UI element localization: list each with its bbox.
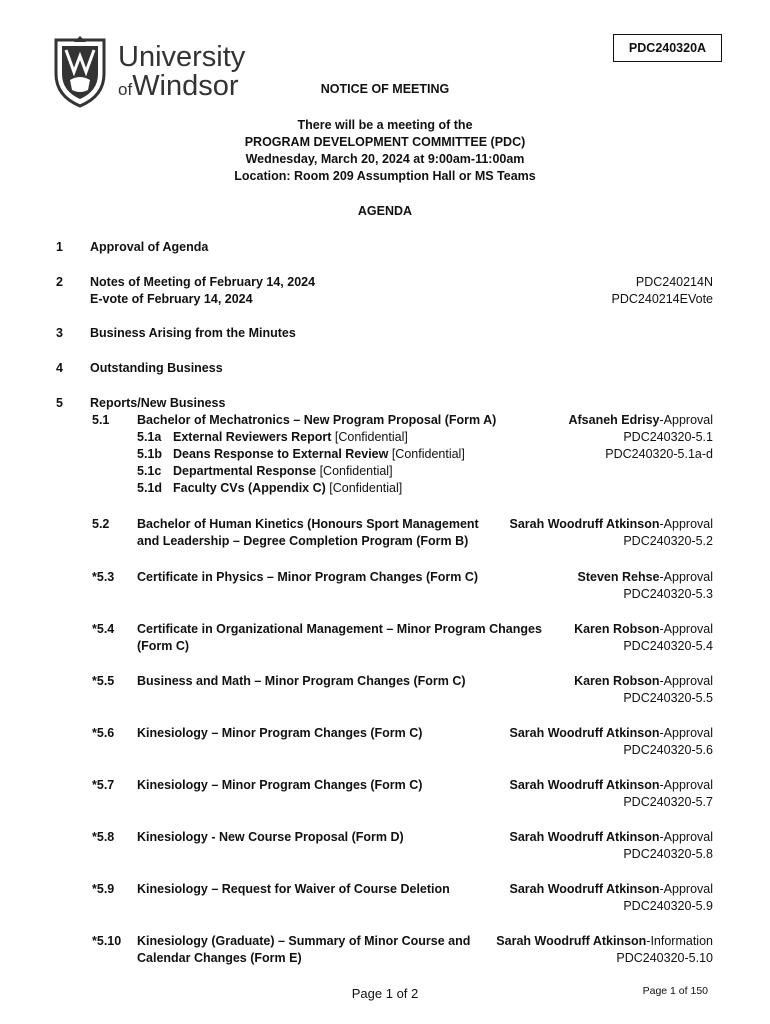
presenter: Afsaneh Edrisy-Approval [568,413,713,427]
subitem-reference: PDC240320-5.3 [623,587,713,601]
subsub-title: Faculty CVs (Appendix C) [Confidential] [173,481,403,495]
notice-heading: NOTICE OF MEETING [320,82,450,96]
subitem-code: *5.10 [92,934,122,948]
subitem-code: *5.8 [92,830,115,844]
subitem-title: Kinesiology – Minor Program Changes (Form C) [137,726,423,740]
subitem-code: *5.7 [92,778,115,792]
item-number: 2 [56,275,63,289]
subitem-title: Kinesiology - New Course Proposal (Form D) [137,830,404,844]
subitem-code: *5.9 [92,882,115,896]
item-title: Business Arising from the Minutes [90,326,296,340]
item-title: E-vote of February 14, 2024 [90,292,253,306]
item-reference: PDC240214EVote [611,292,713,306]
presenter: Sarah Woodruff Atkinson-Approval [509,726,713,740]
item-number: 4 [56,361,63,375]
university-logo [52,34,252,108]
logo-windsor: Windsor [132,70,239,102]
item-number: 3 [56,326,63,340]
intro-line: Wednesday, March 20, 2024 at 9:00am-11:00am [245,152,525,166]
subitem-title: Certificate in Physics – Minor Program Changes (Form C) [137,570,479,584]
subitem-reference: PDC240320-5.9 [623,899,713,913]
subitem-title: and Leadership – Degree Completion Program (Form B) [137,534,469,548]
subsub-title: Departmental Response [Confidential] [173,464,393,478]
subitem-code: *5.4 [92,622,115,636]
document-id-box: PDC240320A [613,34,722,62]
presenter: Sarah Woodruff Atkinson-Approval [509,778,713,792]
logo-of: of [118,80,133,99]
presenter: Sarah Woodruff Atkinson-Approval [509,830,713,844]
subsub-code: 5.1c [137,464,162,478]
subitem-reference: PDC240320-5.4 [623,639,713,653]
item-number: 1 [56,240,63,254]
presenter: Sarah Woodruff Atkinson-Approval [509,517,713,531]
subitem-title: (Form C) [137,639,190,653]
item-title: Reports/New Business [90,396,226,410]
subitem-reference: PDC240320-5.1 [623,430,713,444]
subitem-title: Kinesiology (Graduate) – Summary of Minor Course and [137,934,471,948]
item-title: Outstanding Business [90,361,223,375]
item-reference: PDC240214N [635,275,713,289]
subitem-title: Bachelor of Mechatronics – New Program Proposal (Form A) [137,413,497,427]
subitem-title: Bachelor of Human Kinetics (Honours Sport Management [137,517,479,531]
subsub-title: Deans Response to External Review [Confidential] [173,447,465,461]
intro-line: Location: Room 209 Assumption Hall or MS Teams [234,169,536,183]
page-number: Page 1 of 2 [351,986,419,1001]
subitem-reference: PDC240320-5.5 [623,691,713,705]
intro-line: PROGRAM DEVELOPMENT COMMITTEE (PDC) [244,135,526,149]
subitem-code: *5.3 [92,570,115,584]
subitem-reference: PDC240320-5.1a-d [605,447,713,461]
subitem-reference: PDC240320-5.7 [623,795,713,809]
item-title: Approval of Agenda [90,240,209,254]
subsub-code: 5.1b [137,447,163,461]
overall-page-number: Page 1 of 150 [642,985,708,997]
item-title: Notes of Meeting of February 14, 2024 [90,275,316,289]
subitem-reference: PDC240320-5.6 [623,743,713,757]
item-number: 5 [56,396,63,410]
subitem-title: Kinesiology – Minor Program Changes (Form C) [137,778,423,792]
subitem-title: Certificate in Organizational Management – Minor Program Changes [137,622,542,636]
subitem-code: 5.1 [92,413,110,427]
shield-crest-icon [52,34,108,108]
subitem-code: *5.5 [92,674,115,688]
intro-line: There will be a meeting of the [297,118,473,132]
subitem-title: Business and Math – Minor Program Changes (Form C) [137,674,466,688]
subitem-title: Kinesiology – Request for Waiver of Course Deletion [137,882,450,896]
presenter: Sarah Woodruff Atkinson-Information [496,934,713,948]
subitem-reference: PDC240320-5.2 [623,534,713,548]
subsub-code: 5.1d [137,481,163,495]
presenter: Karen Robson-Approval [574,674,713,688]
subitem-code: 5.2 [92,517,110,531]
subitem-title: Calendar Changes (Form E) [137,951,302,965]
subitem-code: *5.6 [92,726,115,740]
presenter: Sarah Woodruff Atkinson-Approval [509,882,713,896]
agenda-heading: AGENDA [357,204,413,218]
subitem-reference: PDC240320-5.8 [623,847,713,861]
subsub-title: External Reviewers Report [Confidential] [173,430,408,444]
meeting-intro [0,117,770,185]
presenter: Karen Robson-Approval [574,622,713,636]
subitem-reference: PDC240320-5.10 [616,951,713,965]
logo-line1: University [118,41,246,73]
subsub-code: 5.1a [137,430,162,444]
presenter: Steven Rehse-Approval [577,570,713,584]
